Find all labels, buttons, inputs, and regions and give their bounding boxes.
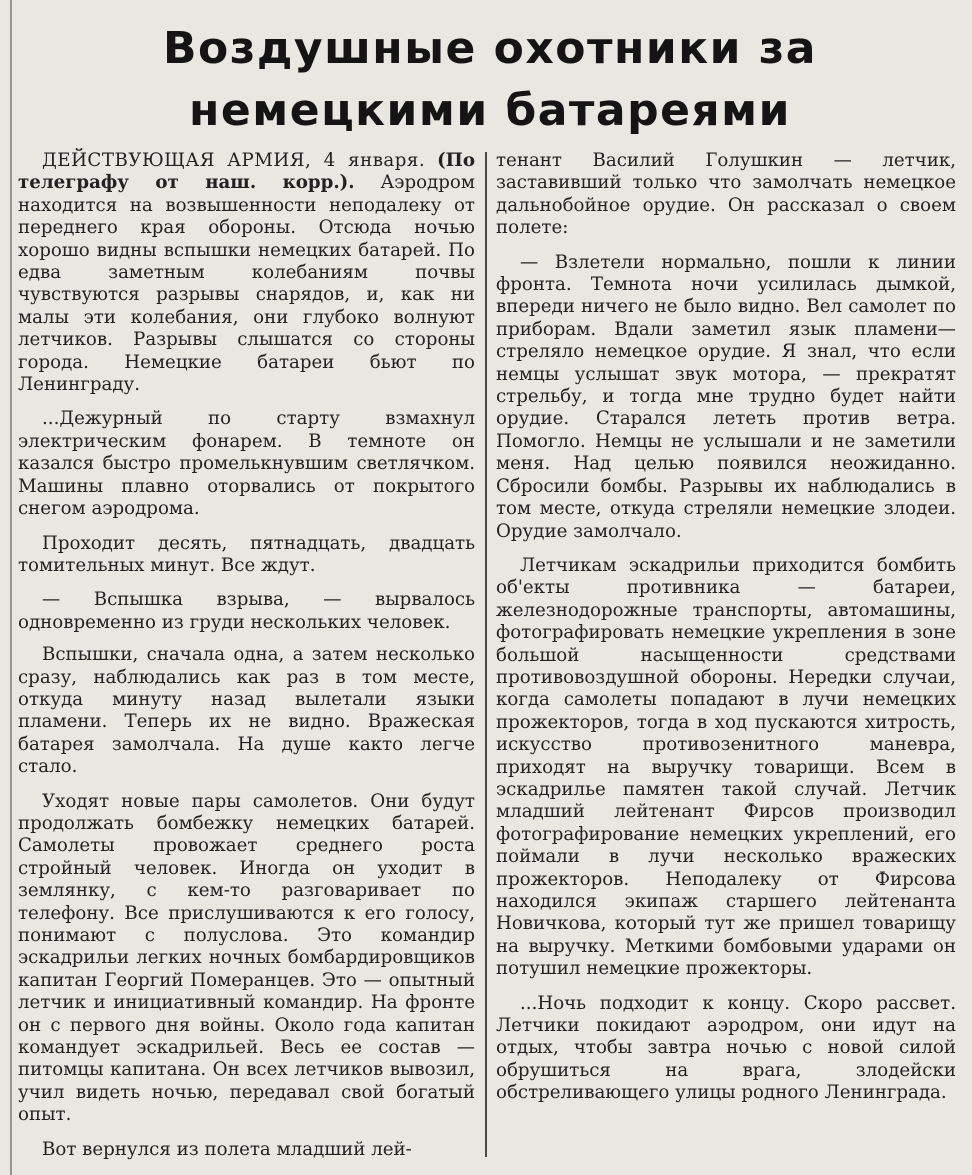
dateline: ДЕЙСТВУЮЩАЯ АРМИЯ, 4 января. (42, 150, 426, 171)
paragraph-continuation: тенант Василий Голушкин — летчик, заставивший только что замолчать немецкое дальнобойное орудие. Он рассказал о своем полете: (496, 150, 956, 239)
column-divider (485, 152, 487, 1157)
article-headline: Воздушные охотники за немецкими батареями (163, 23, 817, 136)
article-column-left (18, 150, 475, 1173)
paragraph-lead (18, 150, 475, 396)
paragraph: ...Ночь подходит к концу. Скоро рассвет. Летчики покидают аэродром, они идут на отдых, чтобы завтра ночью с новой силой обрушиться на врага, злодейски обстреливающего улицы родного Ленинграда. (496, 992, 956, 1104)
paragraph: — Вспышка взрыва, — вырвалось одновременно из груди нескольких человек. (18, 589, 475, 633)
paragraph: Проходит десять, пятнадцать, двадцать томительных минут. Все ждут. (18, 532, 475, 576)
paragraph-continued: Вот вернулся из полета младший лей- (42, 1138, 412, 1160)
paragraph: Уходят новые пары самолетов. Они будут продолжать бомбежку немецких батарей. Самолеты провожает среднего роста стройный человек. Иногда он уходит в землянку, с кем-то разговаривает по телефону. Все прислушиваются к его голосу, понимают с полуслова. Это командир эскадрильи легких ночных бомбардировщиков капитан Георгий Померанцев. Это — опытный летчик и инициативный командир. На фронте он с первого дня войны. Около года капитан командует эскадрильей. Весь ее состав — питомцы капитана. Он всех летчиков вывозил, учил видеть ночью, передавал свой богатый опыт. (18, 790, 475, 1126)
paragraph: ...Дежурный по старту взмахнул электрическим фонарем. В темноте он казался быстро промелькнувшим светлячком. Машины плавно оторвались от покрытого снегом аэродрома. (18, 408, 475, 520)
paragraph-lead-text: Аэродром находится на возвышенности неподалеку от переднего края обороны. Отсюда ночью хорошо видны вспышки немецких батарей. По едва заметным колебаниям почвы чувствуются разрывы снарядов, и, как ни малы эти колебания, они глубоко волнуют летчиков. Разрывы слышатся со стороны города. Немецкие батареи бьют по Ленинграду. (18, 172, 475, 396)
paragraph: Летчикам эскадрильи приходится бомбить об'екты противника — батареи, железнодорожные транспорты, автомашины, фотографировать немецкие укрепления в зоне большой насыщенности средствами противовоздушной обороны. Нередки случаи, когда самолеты попадают в лучи немецких прожекторов, тогда в ход пускаются хитрость, искусство противозенитного маневра, приходят на выручку товарищи. Всем в эскадрилье памятен такой случай. Летчик младший лейтенант Фирсов производил фотографирование немецких укреплений, его поймали в лучи несколько вражеских прожекторов. Неподалеку от Фирсова находился экипаж старшего лейтенанта Новичкова, который тут же пришел товарищу на выручку. Меткими бомбовыми ударами он потушил немецкие прожекторы. (496, 554, 956, 980)
page-edge-rule (10, 0, 12, 1175)
article-column-right (496, 150, 956, 1117)
paragraph: — Взлетели нормально, пошли к линии фронта. Темнота ночи усилилась дымкой, впереди ничего не было видно. Вел самолет по приборам. Вдали заметил язык пламени—стреляло немецкое орудие. Я знал, что если немцы услышат звук мотора, — прекратят стрельбу, и тогда мне трудно будет найти орудие. Старался лететь против ветра. Помогло. Немцы не услышали и не заметили меня. Над целью появился неожиданно. Сбросили бомбы. Разрывы их наблюдались в том месте, откуда стреляли немецкие злодеи. Орудие замолчало. (496, 251, 956, 542)
correspondent-credit: (По телеграфу от наш. корр.). (18, 150, 475, 194)
paragraph: Вспышки, сначала одна, а затем несколько сразу, наблюдались как раз в том месте, откуда минуту назад вылетали языки пламени. Теперь их не видно. Вражеская батарея замолчала. На душе както легче стало. (18, 644, 475, 778)
